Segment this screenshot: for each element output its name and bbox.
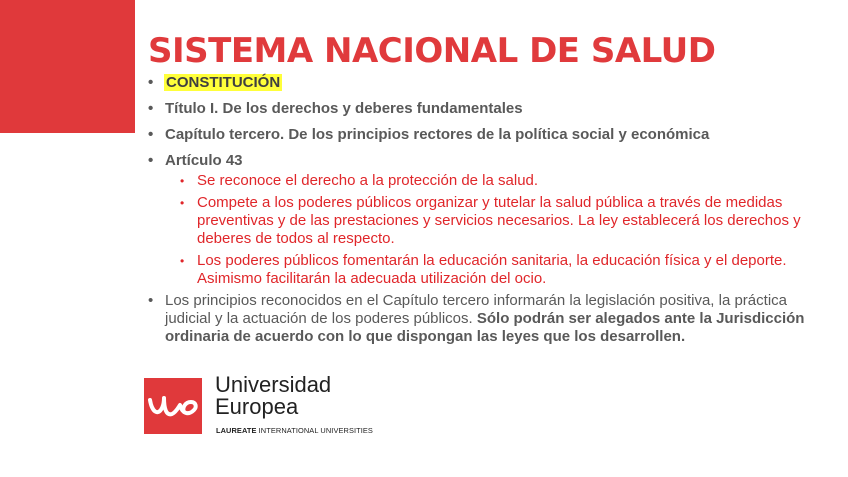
final-bold-text: Sólo podrán ser alegados ante la Jurisdicción ordinaria de acuerdo con lo que dispongan las leyes que los desarrollen. [165, 310, 805, 345]
bullet-icon: • [180, 196, 185, 210]
final-normal-text: Los principios reconocidos en el Capítulo tercero informarán la legislación positiva, la práctica judicial y la actuación de los poderes públicos. [165, 292, 787, 327]
bullet-capitulo [148, 126, 828, 144]
bullet-icon: • [180, 254, 185, 268]
bullet-text: Título I. De los derechos y deberes fundamentales [165, 100, 523, 117]
logo-tag-bold: LAUREATE [216, 426, 257, 435]
bullet-articulo [148, 152, 828, 170]
logo-tagline [216, 426, 373, 435]
sub-bullet-text: Los poderes públicos fomentarán la educación sanitaria, la educación física y el deporte. Asimismo facilitarán la adecuada utilización del ocio. [197, 252, 787, 287]
bullet-icon: • [148, 292, 154, 309]
ue-script-icon [144, 378, 202, 434]
bullet-icon: • [148, 126, 154, 143]
bullet-constitucion [148, 74, 828, 92]
bullet-text: Capítulo tercero. De los principios rectores de la política social y económica [165, 126, 710, 143]
slide-content [148, 72, 828, 346]
sub-bullet-item [180, 172, 828, 190]
page-title: SISTEMA NACIONAL DE SALUD [148, 31, 716, 71]
bullet-text: Artículo 43 [165, 152, 243, 169]
bullet-icon: • [148, 100, 154, 117]
bullet-titulo [148, 100, 828, 118]
sub-bullet-list [180, 172, 828, 288]
red-corner-block [0, 0, 135, 133]
logo-wordmark [215, 374, 331, 418]
bullet-icon: • [148, 74, 154, 91]
sub-bullet-item [180, 194, 828, 248]
logo-line-2: Europea [215, 394, 299, 419]
logo-tag-rest: INTERNATIONAL UNIVERSITIES [258, 426, 373, 435]
bullet-icon: • [148, 152, 154, 169]
university-logo [144, 374, 384, 436]
sub-bullet-text: Se reconoce el derecho a la protección de la salud. [197, 172, 539, 189]
ue-logo-icon [144, 378, 202, 434]
highlighted-text: CONSTITUCIÓN [166, 74, 281, 91]
bullet-icon: • [180, 174, 185, 188]
sub-bullet-text: Compete a los poderes públicos organizar y tutelar la salud pública a través de medidas preventivas y de las prestaciones y servicios necesarios. La ley establecerá los derechos y deberes de todos al respecto. [197, 194, 801, 247]
sub-bullet-item [180, 252, 828, 288]
final-paragraph [148, 292, 828, 346]
logo-line-1: Universidad [215, 372, 332, 397]
